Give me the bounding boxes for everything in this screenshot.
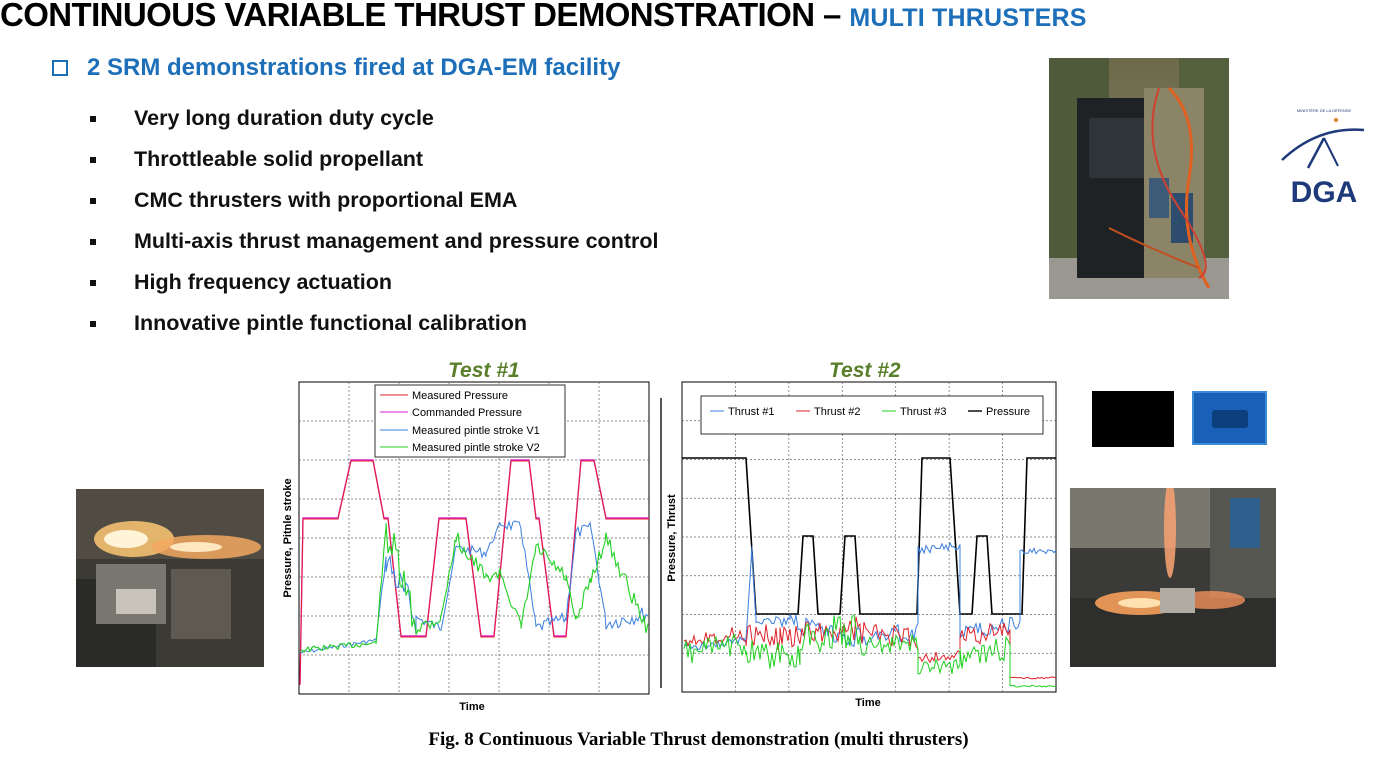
test2-label: Test #2: [829, 359, 901, 382]
figure-caption: Fig. 8 Continuous Variable Thrust demonstration (multi thrusters): [428, 729, 969, 750]
test2-xlabel: Time: [855, 697, 881, 709]
section-heading: [48, 54, 620, 82]
bullet-text: Innovative pintle functional calibration: [134, 311, 528, 335]
bullet-item: [90, 180, 658, 221]
bullet-text: Very long duration duty cycle: [134, 106, 434, 130]
logo-text: DGA: [1290, 176, 1358, 208]
blue-thumbnail: [1192, 391, 1267, 445]
legend-text: Thrust #3: [900, 406, 947, 418]
legend-text: Measured pintle stroke V2: [412, 442, 540, 454]
logo-ministry-text: MINISTÈRE DE LA DÉFENSE: [1296, 108, 1352, 113]
page-title-sub: MULTI THRUSTERS: [849, 4, 1087, 32]
page-title: [0, 0, 1087, 34]
bullet-square-icon: [90, 239, 96, 245]
legend-text: Pressure: [986, 406, 1031, 418]
bullet-square-icon: [90, 116, 96, 122]
test2-legend: [701, 396, 1043, 434]
test1-legend: [375, 385, 565, 457]
bullet-text: Multi-axis thrust management and pressure control: [134, 229, 659, 253]
bullet-list: [90, 98, 658, 344]
bullet-square-icon: [90, 198, 96, 204]
firing-photo-right: [1070, 488, 1276, 667]
test2-ylabel: Pressure, Thrust: [666, 494, 678, 582]
bullet-text: CMC thrusters with proportional EMA: [134, 188, 518, 212]
firing-photo-left: [76, 489, 264, 667]
bullet-item: [90, 98, 658, 139]
test2-chart: [660, 378, 1060, 712]
legend-text: Commanded Pressure: [412, 407, 523, 419]
black-thumbnail: [1092, 391, 1174, 447]
bullet-square-icon: [90, 280, 96, 286]
checkbox-bullet-icon: [52, 60, 68, 76]
bullet-item: [90, 139, 658, 180]
bullet-item: [90, 262, 658, 303]
section-heading-text: 2 SRM demonstrations fired at DGA-EM facility: [87, 54, 621, 81]
legend-text: Measured pintle stroke V1: [412, 425, 540, 437]
bullet-square-icon: [90, 157, 96, 163]
test-rig-photo: [1049, 58, 1229, 299]
bullet-text: Throttleable solid propellant: [134, 147, 424, 171]
legend-text: Thrust #1: [728, 406, 775, 418]
test1-chart: [276, 378, 660, 716]
bullet-square-icon: [90, 321, 96, 327]
legend-text: Thrust #2: [814, 406, 861, 418]
bullet-item: [90, 221, 658, 262]
bullet-text: High frequency actuation: [134, 270, 393, 294]
dga-logo: [1278, 108, 1370, 208]
page-title-main: CONTINUOUS VARIABLE THRUST DEMONSTRATION –: [0, 0, 850, 33]
test1-ylabel: Pressure, Pitnle stroke: [282, 478, 294, 598]
test1-xlabel: Time: [459, 701, 485, 713]
legend-text: Measured Pressure: [412, 390, 508, 402]
test1-label: Test #1: [448, 359, 520, 382]
bullet-item: [90, 303, 658, 344]
